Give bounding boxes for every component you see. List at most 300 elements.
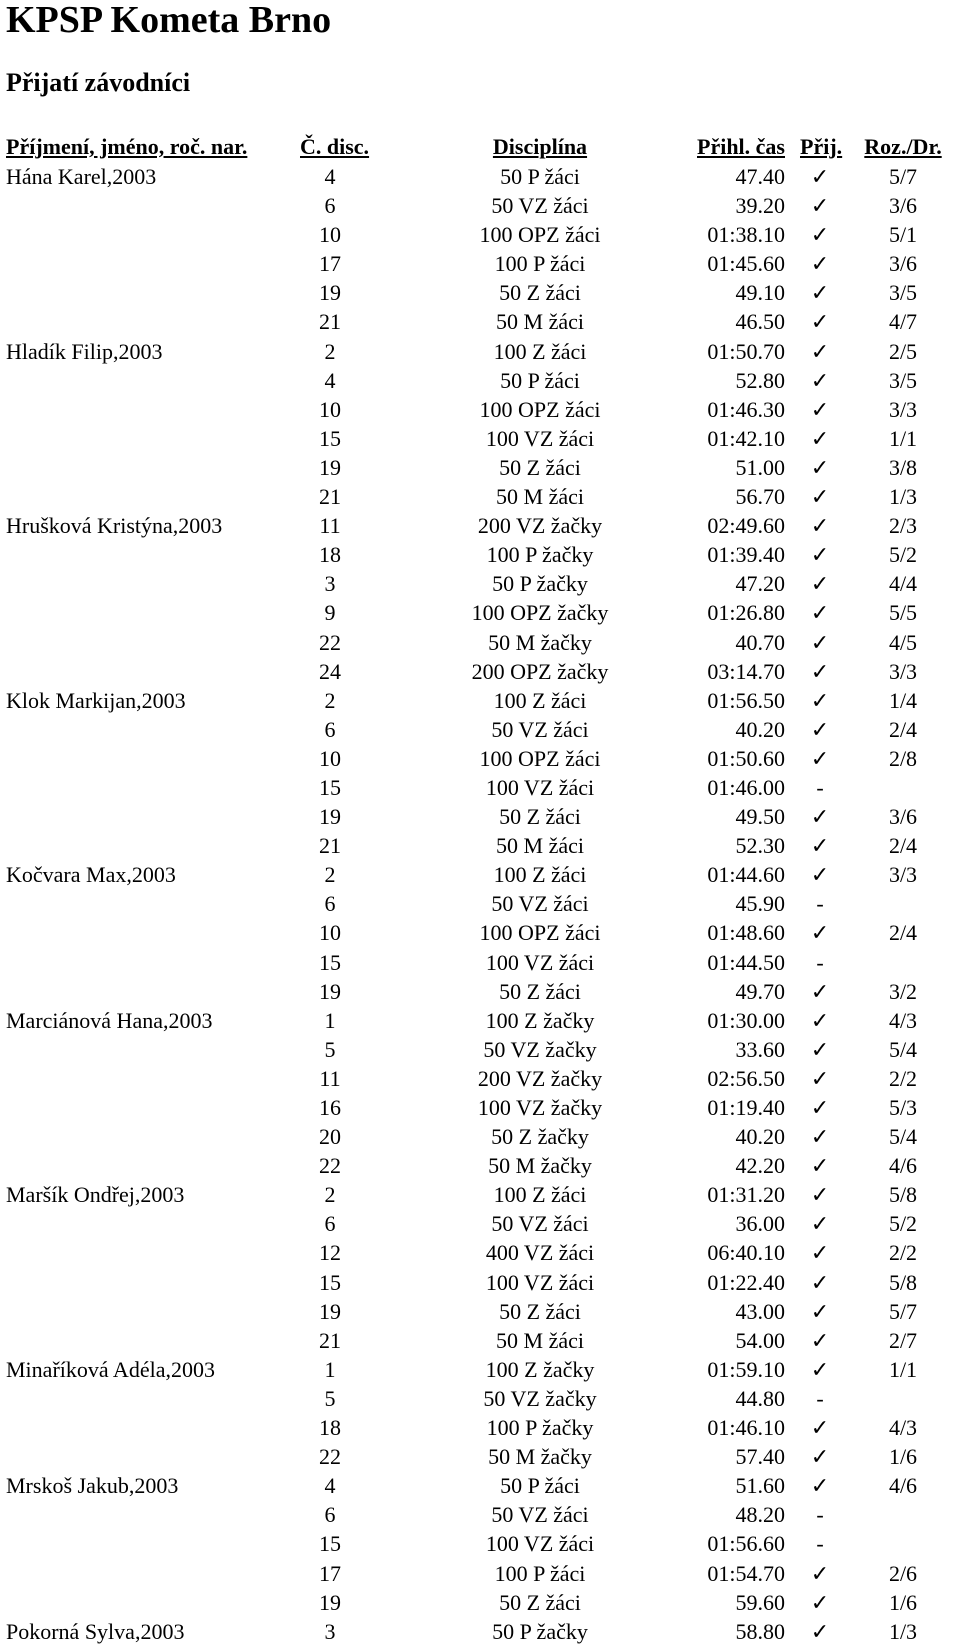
discipline-number: 18 xyxy=(319,1415,341,1441)
accepted-mark: ✓ xyxy=(810,513,830,539)
entry-time: 47.20 xyxy=(735,571,785,597)
discipline: 50 Z žáci xyxy=(499,280,581,306)
discipline-number: 19 xyxy=(319,978,341,1004)
swimmer-name: Klok Markijan,2003 xyxy=(6,687,186,713)
heat-lane: 2/2 xyxy=(888,1240,918,1266)
table-row xyxy=(0,1559,960,1588)
discipline: 100 Z žačky xyxy=(485,1356,595,1382)
discipline: 50 VZ žačky xyxy=(483,1036,597,1062)
entry-time: 01:44.60 xyxy=(707,862,785,888)
heat-lane: 2/2 xyxy=(888,1065,918,1091)
entry-time: 01:48.60 xyxy=(707,920,785,946)
discipline: 100 Z žáci xyxy=(493,338,587,364)
heat-lane: 3/2 xyxy=(888,978,918,1004)
column-header-heat-lane: Roz./Dr. xyxy=(864,134,942,159)
accepted-mark: ✓ xyxy=(810,1153,830,1179)
accepted-mark: ✓ xyxy=(810,600,830,626)
discipline-number: 2 xyxy=(324,862,336,888)
heat-lane: 2/5 xyxy=(888,338,918,364)
accepted-mark: - xyxy=(816,949,824,975)
table-row xyxy=(0,977,960,1006)
discipline: 200 OPZ žačky xyxy=(471,658,609,684)
heat-lane: 5/1 xyxy=(888,222,918,248)
heat-lane: 5/7 xyxy=(888,1298,918,1324)
heat-lane: 3/5 xyxy=(888,367,918,393)
table-row xyxy=(0,1442,960,1471)
discipline: 100 VZ žáci xyxy=(485,1269,595,1295)
discipline-number: 10 xyxy=(319,745,341,771)
discipline: 50 Z žáci xyxy=(499,978,581,1004)
discipline: 100 VZ žáci xyxy=(485,774,595,800)
entry-time: 51.60 xyxy=(735,1473,785,1499)
entry-time: 01:54.70 xyxy=(707,1560,785,1586)
entry-time: 49.70 xyxy=(735,978,785,1004)
entry-time: 01:44.50 xyxy=(707,949,785,975)
discipline: 50 Z žačky xyxy=(491,1124,589,1150)
discipline-number: 3 xyxy=(324,1618,336,1644)
table-row xyxy=(0,1093,960,1122)
discipline: 50 M žačky xyxy=(488,1444,592,1470)
discipline-number: 4 xyxy=(324,164,336,189)
discipline-number: 19 xyxy=(319,280,341,306)
entry-time: 45.90 xyxy=(735,891,785,917)
discipline: 50 M žačky xyxy=(488,1153,592,1179)
accepted-mark: ✓ xyxy=(810,251,830,277)
table-row xyxy=(0,569,960,598)
heat-lane: 4/6 xyxy=(888,1153,918,1179)
discipline: 50 M žáci xyxy=(496,1327,584,1353)
accepted-mark: ✓ xyxy=(810,280,830,306)
entry-time: 49.50 xyxy=(735,804,785,830)
entry-time: 59.60 xyxy=(735,1589,785,1615)
discipline: 50 Z žáci xyxy=(499,1589,581,1615)
heat-lane: 2/3 xyxy=(888,513,918,539)
table-row xyxy=(0,1529,960,1558)
swimmer-name: Marciánová Hana,2003 xyxy=(6,1007,213,1033)
entry-time: 01:42.10 xyxy=(707,425,785,451)
heat-lane: 2/4 xyxy=(888,833,918,859)
discipline-number: 10 xyxy=(319,396,341,422)
entry-time: 06:40.10 xyxy=(707,1240,785,1266)
accepted-mark: ✓ xyxy=(810,1560,830,1586)
entry-time: 01:39.40 xyxy=(707,542,785,568)
table-row xyxy=(0,628,960,657)
accepted-mark: ✓ xyxy=(810,1269,830,1295)
discipline: 50 P žačky xyxy=(492,571,588,597)
accepted-mark: ✓ xyxy=(810,716,830,742)
discipline-number: 4 xyxy=(324,367,336,393)
heat-lane: 1/1 xyxy=(888,1356,918,1382)
entry-time: 43.00 xyxy=(735,1298,785,1324)
entry-time: 01:46.00 xyxy=(707,774,785,800)
accepted-mark: - xyxy=(816,1502,824,1528)
accepted-mark: ✓ xyxy=(810,571,830,597)
entry-time: 39.20 xyxy=(735,193,785,219)
discipline: 400 VZ žáci xyxy=(485,1240,595,1266)
entry-time: 01:59.10 xyxy=(707,1356,785,1382)
discipline: 50 M žáci xyxy=(496,833,584,859)
entry-time: 58.80 xyxy=(735,1618,785,1644)
discipline: 50 M žáci xyxy=(496,309,584,335)
table-row xyxy=(0,686,960,715)
discipline-number: 9 xyxy=(324,600,336,626)
entry-time: 51.00 xyxy=(735,454,785,480)
table-row xyxy=(0,1413,960,1442)
discipline-number: 6 xyxy=(324,193,336,219)
entry-time: 46.50 xyxy=(735,309,785,335)
table-row xyxy=(0,249,960,278)
heat-lane: 4/6 xyxy=(888,1473,918,1499)
entry-time: 01:56.50 xyxy=(707,687,785,713)
table-row xyxy=(0,1384,960,1413)
heat-lane: 3/5 xyxy=(888,280,918,306)
discipline-number: 4 xyxy=(324,1473,336,1499)
swimmer-name: Mrskoš Jakub,2003 xyxy=(6,1473,179,1499)
entry-time: 40.20 xyxy=(735,1124,785,1150)
discipline-number: 19 xyxy=(319,804,341,830)
heat-lane: 2/4 xyxy=(888,716,918,742)
discipline-number: 19 xyxy=(319,454,341,480)
accepted-mark: ✓ xyxy=(810,542,830,568)
heat-lane: 1/6 xyxy=(888,1589,918,1615)
heat-lane: 2/4 xyxy=(888,920,918,946)
heat-lane: 1/3 xyxy=(888,1618,918,1644)
heat-lane: 1/4 xyxy=(888,687,918,713)
entry-time: 01:46.30 xyxy=(707,396,785,422)
heat-lane: 4/7 xyxy=(888,309,918,335)
entry-time: 02:56.50 xyxy=(707,1065,785,1091)
heat-lane: 3/6 xyxy=(888,251,918,277)
entry-time: 01:56.60 xyxy=(707,1531,785,1557)
discipline-number: 24 xyxy=(319,658,341,684)
entry-time: 44.80 xyxy=(735,1385,785,1411)
entry-time: 40.20 xyxy=(735,716,785,742)
table-row xyxy=(0,1006,960,1035)
accepted-mark: ✓ xyxy=(810,862,830,888)
page-subtitle: Přijatí závodníci xyxy=(6,68,191,97)
table-row xyxy=(0,889,960,918)
discipline-number: 6 xyxy=(324,891,336,917)
discipline: 200 VZ žačky xyxy=(477,1065,603,1091)
heat-lane: 4/3 xyxy=(888,1007,918,1033)
table-row xyxy=(0,1209,960,1238)
accepted-mark: ✓ xyxy=(810,1124,830,1150)
discipline-number: 2 xyxy=(324,338,336,364)
entry-time: 42.20 xyxy=(735,1153,785,1179)
page-title: KPSP Kometa Brno xyxy=(6,0,332,41)
discipline-number: 17 xyxy=(319,251,341,277)
table-row xyxy=(0,1064,960,1093)
discipline-number: 19 xyxy=(319,1589,341,1615)
accepted-mark: ✓ xyxy=(810,1298,830,1324)
discipline-number: 10 xyxy=(319,920,341,946)
discipline: 100 VZ žáci xyxy=(485,949,595,975)
table-row xyxy=(0,1588,960,1617)
discipline-number: 20 xyxy=(319,1124,341,1150)
discipline: 100 P žáci xyxy=(494,251,586,277)
discipline-number: 15 xyxy=(319,1531,341,1557)
table-row xyxy=(0,191,960,220)
table-row xyxy=(0,424,960,453)
table-row xyxy=(0,948,960,977)
accepted-mark: ✓ xyxy=(810,1589,830,1615)
column-header-accepted: Přij. xyxy=(800,134,843,159)
entry-time: 36.00 xyxy=(735,1211,785,1237)
entry-time: 54.00 xyxy=(735,1327,785,1353)
discipline-number: 6 xyxy=(324,1502,336,1528)
accepted-mark: ✓ xyxy=(810,1327,830,1353)
accepted-mark: ✓ xyxy=(810,1356,830,1382)
heat-lane: 5/4 xyxy=(888,1124,918,1150)
discipline-number: 12 xyxy=(319,1240,341,1266)
table-row xyxy=(0,831,960,860)
table-row xyxy=(0,1500,960,1529)
table-row xyxy=(0,482,960,511)
heat-lane: 5/3 xyxy=(888,1095,918,1120)
entry-time: 01:50.60 xyxy=(707,745,785,771)
heat-lane: 5/7 xyxy=(888,164,918,189)
discipline: 50 VZ žáci xyxy=(491,1502,589,1528)
table-row xyxy=(0,278,960,307)
heat-lane: 2/8 xyxy=(888,745,918,771)
accepted-mark: ✓ xyxy=(810,1065,830,1091)
table-row xyxy=(0,860,960,889)
accepted-mark: ✓ xyxy=(810,1444,830,1470)
accepted-mark: ✓ xyxy=(810,484,830,510)
accepted-mark: ✓ xyxy=(810,833,830,859)
swimmer-name: Kočvara Max,2003 xyxy=(6,862,176,888)
entry-time: 01:50.70 xyxy=(707,338,785,364)
swimmer-name: Pokorná Sylva,2003 xyxy=(6,1618,185,1644)
discipline: 50 P žačky xyxy=(492,1618,588,1644)
accepted-mark: - xyxy=(816,1385,824,1411)
discipline-number: 2 xyxy=(324,1182,336,1208)
heat-lane: 5/2 xyxy=(888,1211,918,1237)
discipline-number: 2 xyxy=(324,687,336,713)
accepted-mark: ✓ xyxy=(810,309,830,335)
discipline-number: 17 xyxy=(319,1560,341,1586)
table-row xyxy=(0,540,960,569)
table-row xyxy=(0,598,960,627)
discipline-number: 15 xyxy=(319,949,341,975)
discipline: 100 P žačky xyxy=(486,542,594,568)
table-row xyxy=(0,773,960,802)
accepted-mark: ✓ xyxy=(810,1240,830,1266)
accepted-mark: ✓ xyxy=(810,454,830,480)
accepted-mark: ✓ xyxy=(810,1618,830,1644)
swimmer-name: Hladík Filip,2003 xyxy=(6,338,163,364)
discipline: 50 Z žáci xyxy=(499,454,581,480)
table-row xyxy=(0,366,960,395)
discipline-number: 1 xyxy=(324,1356,336,1382)
discipline-number: 10 xyxy=(319,222,341,248)
discipline-number: 21 xyxy=(319,833,341,859)
accepted-mark: ✓ xyxy=(810,978,830,1004)
accepted-mark: ✓ xyxy=(810,658,830,684)
accepted-mark: ✓ xyxy=(810,629,830,655)
heat-lane: 4/5 xyxy=(888,629,918,655)
discipline-number: 6 xyxy=(324,716,336,742)
swimmer-name: Minaříková Adéla,2003 xyxy=(6,1356,215,1382)
table-row xyxy=(0,337,960,366)
discipline: 50 P žáci xyxy=(500,1473,580,1499)
accepted-mark: ✓ xyxy=(810,804,830,830)
table-row xyxy=(0,453,960,482)
entry-time: 01:31.20 xyxy=(707,1182,785,1208)
heat-lane: 1/3 xyxy=(888,484,918,510)
discipline: 100 P žáci xyxy=(494,1560,586,1586)
accepted-mark: ✓ xyxy=(810,920,830,946)
discipline: 50 VZ žáci xyxy=(491,1211,589,1237)
table-row xyxy=(0,802,960,831)
entry-time: 01:30.00 xyxy=(707,1007,785,1033)
table-row xyxy=(0,162,960,191)
discipline: 100 P žačky xyxy=(486,1415,594,1441)
discipline: 100 OPZ žáci xyxy=(479,222,601,248)
discipline-number: 21 xyxy=(319,1327,341,1353)
discipline: 50 VZ žáci xyxy=(491,891,589,917)
accepted-mark: ✓ xyxy=(810,425,830,451)
discipline: 100 Z žáci xyxy=(493,862,587,888)
discipline-number: 11 xyxy=(319,513,341,539)
accepted-mark: ✓ xyxy=(810,338,830,364)
discipline-number: 15 xyxy=(319,1269,341,1295)
accepted-mark: ✓ xyxy=(810,1007,830,1033)
discipline: 50 VZ žačky xyxy=(483,1385,597,1411)
discipline-number: 22 xyxy=(319,629,341,655)
entries-table xyxy=(0,162,960,1646)
entry-time: 01:22.40 xyxy=(707,1269,785,1295)
discipline: 50 P žáci xyxy=(500,367,580,393)
discipline-number: 22 xyxy=(319,1153,341,1179)
entry-time: 01:46.10 xyxy=(707,1415,785,1441)
table-row xyxy=(0,1180,960,1209)
heat-lane: 5/5 xyxy=(888,600,918,626)
heat-lane: 2/7 xyxy=(888,1327,918,1353)
swimmer-name: Maršík Ondřej,2003 xyxy=(6,1182,185,1208)
discipline-number: 15 xyxy=(319,425,341,451)
accepted-mark: ✓ xyxy=(810,1211,830,1237)
entry-time: 48.20 xyxy=(735,1502,785,1528)
table-row xyxy=(0,715,960,744)
discipline: 100 Z žáci xyxy=(493,1182,587,1208)
entry-time: 01:45.60 xyxy=(707,251,785,277)
entry-time: 40.70 xyxy=(735,629,785,655)
table-row xyxy=(0,1355,960,1384)
heat-lane: 2/6 xyxy=(888,1560,918,1586)
discipline-number: 1 xyxy=(324,1007,336,1033)
table-row xyxy=(0,1268,960,1297)
table-row xyxy=(0,1617,960,1646)
heat-lane: 5/8 xyxy=(888,1182,918,1208)
heat-lane: 4/3 xyxy=(888,1415,918,1441)
discipline: 50 P žáci xyxy=(500,164,580,189)
table-row xyxy=(0,1151,960,1180)
entry-time: 56.70 xyxy=(735,484,785,510)
table-row xyxy=(0,511,960,540)
discipline: 50 Z žáci xyxy=(499,1298,581,1324)
discipline: 100 OPZ žáci xyxy=(479,920,601,946)
accepted-mark: - xyxy=(816,891,824,917)
accepted-mark: ✓ xyxy=(810,1095,830,1120)
discipline: 100 VZ žáci xyxy=(485,425,595,451)
entry-time: 33.60 xyxy=(735,1036,785,1062)
accepted-mark: ✓ xyxy=(810,745,830,771)
discipline-number: 21 xyxy=(319,484,341,510)
table-row xyxy=(0,220,960,249)
heat-lane: 1/1 xyxy=(888,425,918,451)
discipline: 100 OPZ žačky xyxy=(471,600,609,626)
entry-time: 47.40 xyxy=(735,164,785,189)
entry-time: 52.80 xyxy=(735,367,785,393)
heat-lane: 4/4 xyxy=(888,571,918,597)
discipline: 100 OPZ žáci xyxy=(479,745,601,771)
entry-time: 52.30 xyxy=(735,833,785,859)
heat-lane: 3/6 xyxy=(888,193,918,219)
discipline-number: 6 xyxy=(324,1211,336,1237)
table-row xyxy=(0,918,960,947)
accepted-mark: ✓ xyxy=(810,222,830,248)
heat-lane: 3/8 xyxy=(888,454,918,480)
table-row xyxy=(0,744,960,773)
entry-time: 01:38.10 xyxy=(707,222,785,248)
discipline: 50 Z žáci xyxy=(499,804,581,830)
table-row xyxy=(0,1122,960,1151)
discipline: 100 OPZ žáci xyxy=(479,396,601,422)
discipline: 200 VZ žačky xyxy=(477,513,603,539)
table-row xyxy=(0,1035,960,1064)
accepted-mark: ✓ xyxy=(810,367,830,393)
swimmer-name: Hrušková Kristýna,2003 xyxy=(6,513,223,539)
accepted-mark: - xyxy=(816,774,824,800)
discipline-number: 18 xyxy=(319,542,341,568)
entry-time: 03:14.70 xyxy=(707,658,785,684)
heat-lane: 5/4 xyxy=(888,1036,918,1062)
table-row xyxy=(0,1471,960,1500)
accepted-mark: ✓ xyxy=(810,396,830,422)
heat-lane: 5/8 xyxy=(888,1269,918,1295)
accepted-mark: - xyxy=(816,1531,824,1557)
discipline: 50 VZ žáci xyxy=(491,193,589,219)
heat-lane: 3/3 xyxy=(888,396,918,422)
discipline: 50 VZ žáci xyxy=(491,716,589,742)
discipline-number: 5 xyxy=(324,1385,336,1411)
heat-lane: 3/3 xyxy=(888,862,918,888)
discipline: 100 VZ žáci xyxy=(485,1531,595,1557)
entry-time: 57.40 xyxy=(735,1444,785,1470)
heat-lane: 3/6 xyxy=(888,804,918,830)
entry-time: 01:19.40 xyxy=(707,1095,785,1120)
accepted-mark: ✓ xyxy=(810,1473,830,1499)
table-row xyxy=(0,1238,960,1267)
accepted-mark: ✓ xyxy=(810,193,830,219)
heat-lane: 1/6 xyxy=(888,1444,918,1470)
discipline-number: 11 xyxy=(319,1065,341,1091)
column-header-discipline-number: Č. disc. xyxy=(300,134,370,159)
entry-time: 01:26.80 xyxy=(707,600,785,626)
heat-lane: 5/2 xyxy=(888,542,918,568)
accepted-mark: ✓ xyxy=(810,1036,830,1062)
accepted-mark: ✓ xyxy=(810,164,830,189)
discipline: 50 M žáci xyxy=(496,484,584,510)
table-row xyxy=(0,657,960,686)
heat-lane: 3/3 xyxy=(888,658,918,684)
accepted-mark: ✓ xyxy=(810,1182,830,1208)
discipline-number: 5 xyxy=(324,1036,336,1062)
discipline: 100 Z žáci xyxy=(493,687,587,713)
table-row xyxy=(0,1297,960,1326)
accepted-mark: ✓ xyxy=(810,687,830,713)
